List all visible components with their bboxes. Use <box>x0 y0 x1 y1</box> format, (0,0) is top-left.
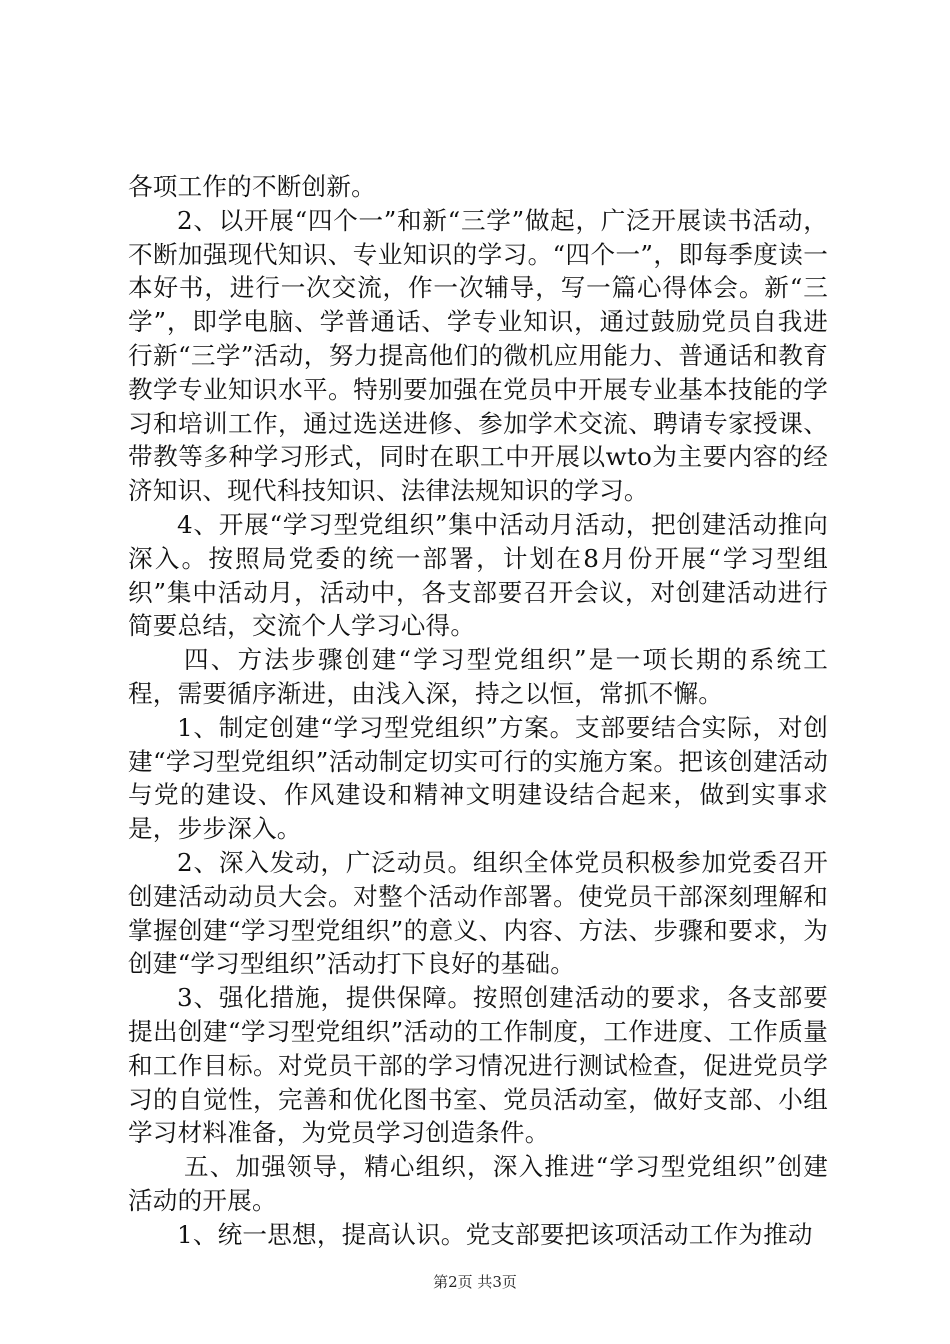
section-heading-4: 四、方法步骤创建“学习型党组织”是一项长期的系统工程，需要循序渐进，由浅入深，持之以恒，常抓不懈。 <box>128 645 828 708</box>
document-body <box>128 170 828 1252</box>
paragraph-step-2: 2、深入发动，广泛动员。组织全体党员积极参加党委召开创建活动动员大会。对整个活动作部署。使党员干部深刻理解和掌握创建“学习型党组织”的意义、内容、方法、步骤和要求，为创建“学习型组织”活动打下良好的基础。 <box>128 847 828 979</box>
page-footer: 第2页 共3页 <box>433 1273 517 1291</box>
paragraph-item-4: 4、开展“学习型党组织”集中活动月活动，把创建活动推向深入。按照局党委的统一部署，计划在8月份开展“学习型组织”集中活动月，活动中，各支部要召开会议，对创建活动进行简要总结，交流个人学习心得。 <box>128 509 828 641</box>
paragraph-item-2: 2、以开展“四个一”和新“三学”做起，广泛开展读书活动，不断加强现代知识、专业知识的学习。“四个一”，即每季度读一本好书，进行一次交流，作一次辅导，写一篇心得体会。新“三学”，即学电脑、学普通话、学专业知识，通过鼓励党员自我进行新“三学”活动，努力提高他们的微机应用能力、普通话和教育教学专业知识水平。特别要加强在党员中开展专业基本技能的学习和培训工作，通过选送进修、参加学术交流、聘请专家授课、带教等多种学习形式，同时在职工中开展以wto为主要内容的经济知识、现代科技知识、法律法规知识的学习。 <box>128 205 828 506</box>
paragraph-continuation: 各项工作的不断创新。 <box>128 172 376 201</box>
paragraph-point-1: 1、统一思想，提高认识。党支部要把该项活动工作为推动 <box>177 1219 813 1249</box>
paragraph-step-1: 1、制定创建“学习型党组织”方案。支部要结合实际，对创建“学习型党组织”活动制定切实可行的实施方案。把该创建活动与党的建设、作风建设和精神文明建设结合起来，做到实事求是，步步深入。 <box>128 712 828 844</box>
paragraph-step-3: 3、强化措施，提供保障。按照创建活动的要求，各支部要提出创建“学习型党组织”活动的工作制度，工作进度、工作质量和工作目标。对党员干部的学习情况进行测试检查，促进党员学习的自觉性，完善和优化图书室、党员活动室，做好支部、小组学习材料准备，为党员学习创造条件。 <box>128 983 828 1148</box>
section-heading-5: 五、加强领导，精心组织，深入推进“学习型党组织”创建活动的开展。 <box>128 1152 828 1215</box>
